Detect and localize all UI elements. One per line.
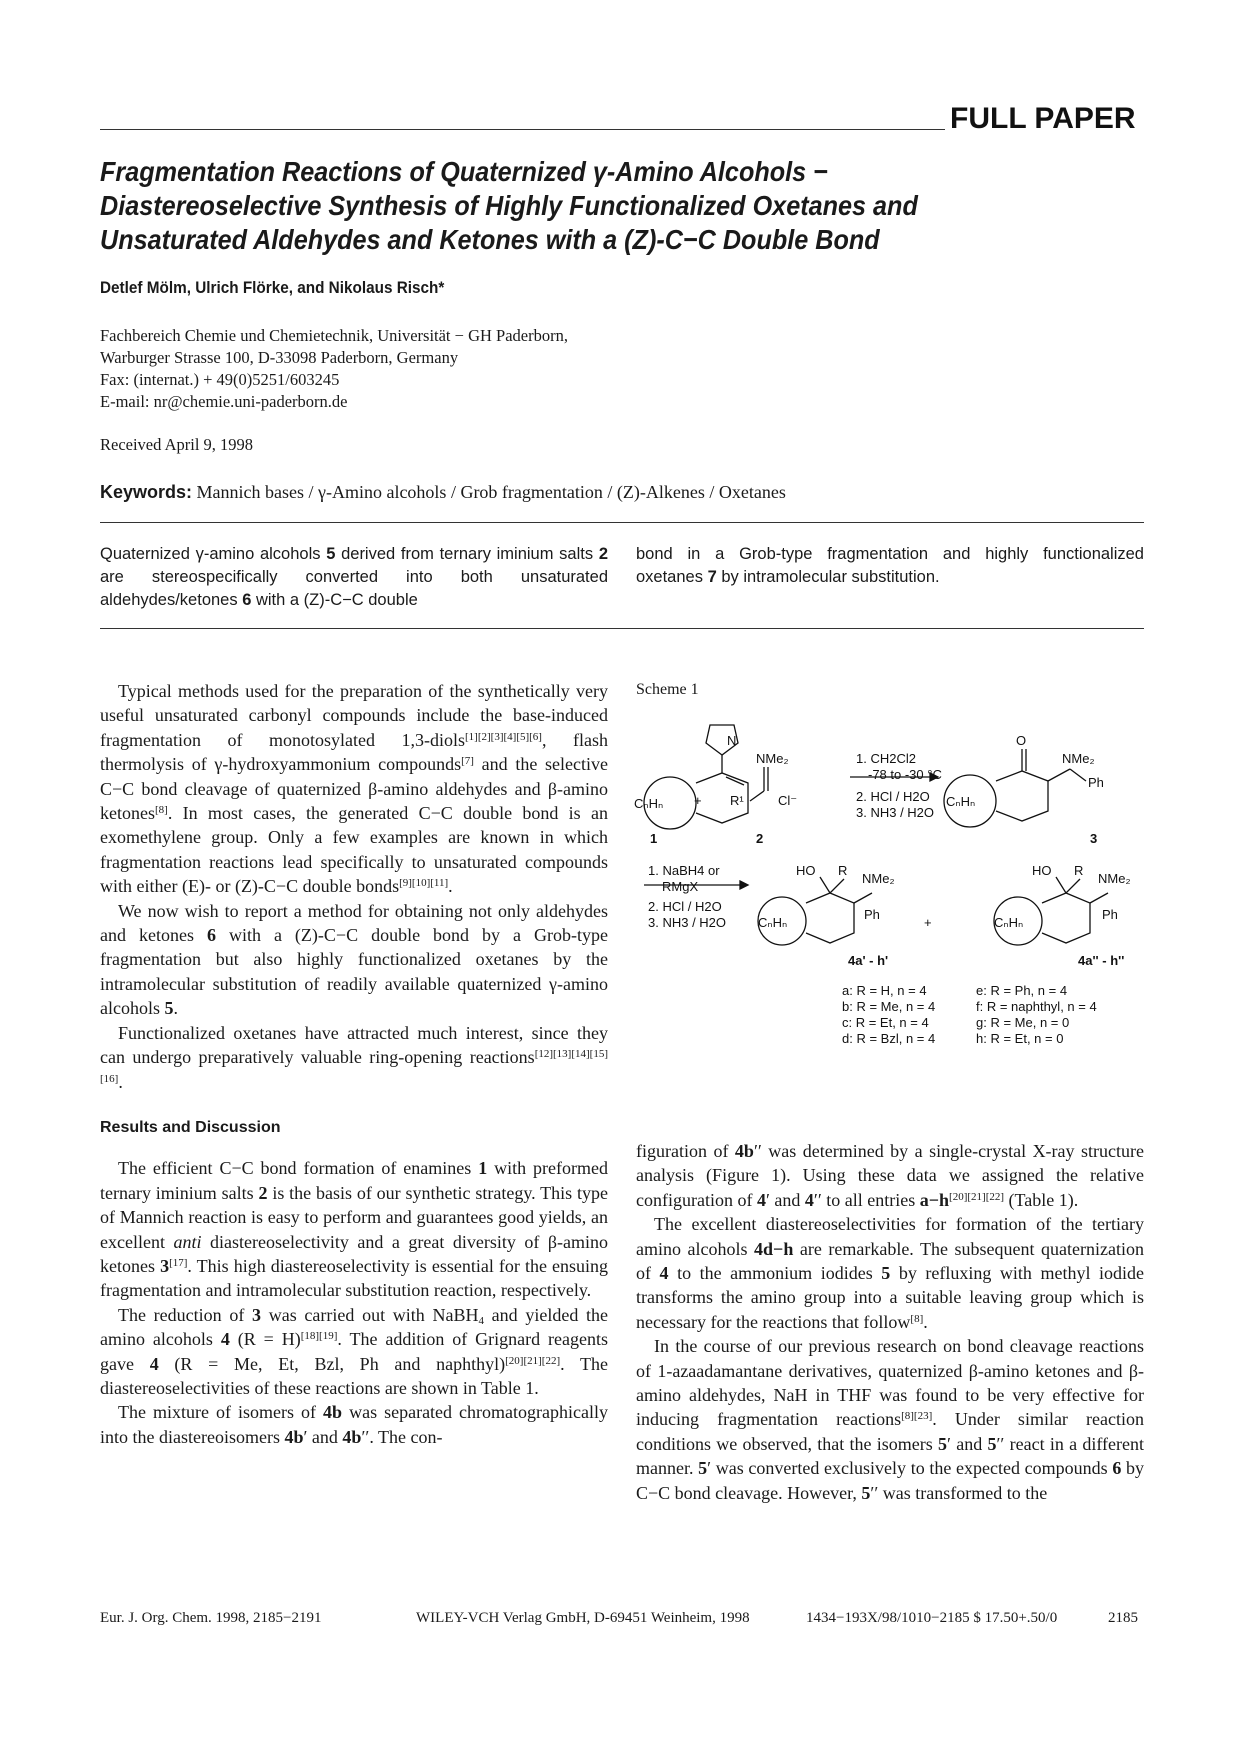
title-line-1: Fragmentation Reactions of Quaternized γ-Amino Alcohols − bbox=[100, 156, 828, 187]
ring-label: CₙHₙ bbox=[946, 794, 976, 809]
plus-sign: + bbox=[694, 793, 702, 808]
condition-text: 2. HCl / H2O bbox=[856, 789, 930, 804]
keywords-label: Keywords: bbox=[100, 482, 193, 502]
paragraph: Typical methods used for the preparation of the synthetically very useful unsaturated carbonyl compounds include the base-induced fragmentation of monotosylated 1,3-diols[1][2][3][4][5][6], flash thermolysis of γ-hydroxyammonium compounds[7] and the selective C−C bond cleavage of quaternized β-amino aldehydes and β-amino ketones[8]. In most cases, the generated C−C double bond is an exomethylene group. Only a few examples are known in which fragmentation reactions lead specifically to unsaturated compounds with either (E)- or (Z)-C−C double bonds[9][10][11]. bbox=[100, 681, 608, 897]
paragraph: The excellent diastereoselectivities for formation of the tertiary amino alcohols 4d−h are remarkable. The subsequent quaternization of 4 to the ammonium iodides 5 by refluxing with methyl iodide transforms the amino group into a suitable leaving group which is necessary for the reactions that follow[8]. bbox=[636, 1214, 1144, 1332]
article-code: 1434−193X/98/1010−2185 $ 17.50+.50/0 bbox=[806, 1610, 1058, 1626]
amine-label: NMe₂ bbox=[1098, 871, 1131, 886]
ring-label: CₙHₙ bbox=[758, 915, 788, 930]
phenyl-label: Ph bbox=[1102, 907, 1118, 922]
hydroxyl-label: HO bbox=[796, 863, 816, 878]
paper-title bbox=[100, 155, 1036, 257]
journal-citation: Eur. J. Org. Chem. 1998, 2185−2191 bbox=[100, 1610, 322, 1626]
compound-label: 1 bbox=[650, 831, 658, 846]
keywords bbox=[100, 482, 786, 503]
r-label: R bbox=[1074, 863, 1084, 878]
paragraph: We now wish to report a method for obtaining not only aldehydes and ketones 6 with a (Z)-C−C double bond by a Grob-type fragmentation but also highly functionalized oxetanes by the intramolecular substitution of readily available quaternized γ-amino alcohols 5. bbox=[100, 900, 608, 1019]
email-line: E-mail: nr@chemie.uni-paderborn.de bbox=[100, 392, 348, 411]
author-list: Detlef Mölm, Ulrich Flörke, and Nikolaus Risch* bbox=[100, 278, 445, 297]
condition-text: 2. HCl / H2O bbox=[648, 899, 722, 914]
affiliation-line: Fachbereich Chemie und Chemietechnik, Universität − GH Paderborn, bbox=[100, 326, 568, 345]
variant-entry: g: R = Me, n = 0 bbox=[976, 1015, 1070, 1030]
paragraph: Functionalized oxetanes have attracted much interest, since they can undergo preparatively valuable ring-opening reactions[12][13][14][15][16]. bbox=[100, 1022, 608, 1092]
section-label: FULL PAPER bbox=[950, 102, 1136, 135]
nitrogen-label: N bbox=[727, 733, 737, 748]
ring-label: CₙHₙ bbox=[994, 915, 1024, 930]
compound-label: 2 bbox=[756, 831, 764, 846]
scheme-label: Scheme 1 bbox=[636, 681, 699, 698]
hydroxyl-label: HO bbox=[1032, 863, 1052, 878]
condition-text: 3. NH3 / H2O bbox=[648, 915, 727, 930]
publisher-line: WILEY-VCH Verlag GmbH, D-69451 Weinheim, 1998 bbox=[416, 1610, 750, 1626]
variant-entry: b: R = Me, n = 4 bbox=[842, 999, 936, 1014]
variant-entry: a: R = H, n = 4 bbox=[842, 983, 927, 998]
iminium-label: NMe₂ bbox=[756, 751, 789, 766]
affiliation-line: Warburger Strasse 100, D-33098 Paderborn, Germany bbox=[100, 348, 459, 367]
header-rule bbox=[100, 129, 945, 130]
condition-text: -78 to -30 °C bbox=[868, 767, 942, 782]
plus-sign: + bbox=[924, 915, 932, 930]
paragraph: The efficient C−C bond formation of enamines 1 with preformed ternary iminium salts 2 is the basis of our synthetic strategy. This type of Mannich reaction is easy to perform and guarantees good yields, an excellent anti diastereoselectivity and a great diversity of β-amino ketones 3[17]. This high diastereoselectivity is essential for the ensuing fragmentation and intramolecular substitution reaction, respectively. bbox=[100, 1158, 609, 1301]
amine-label: NMe₂ bbox=[862, 871, 895, 886]
body-right-column bbox=[636, 1139, 1144, 1505]
condition-text: 3. NH3 / H2O bbox=[856, 805, 935, 820]
r-label: R¹ bbox=[730, 793, 744, 808]
paragraph: In the course of our previous research on bond cleavage reactions of 1-azaadamantane derivatives, quaternized β-amino ketones and β-amino aldehydes, NaH in THF was found to be very effective for inducing fragmentation reactions[8][23]. Under similar reaction conditions we observed, that the isomers 5′ and 5′′ react in a different manner. 5′ was converted exclusively to the expected compounds 6 by C−C bond cleavage. However, 5′′ was transformed to the bbox=[636, 1336, 1144, 1503]
compound-label: 4a' - h' bbox=[848, 953, 889, 968]
condition-text: 1. NaBH4 or bbox=[648, 863, 720, 878]
phenyl-label: Ph bbox=[1088, 775, 1104, 790]
chloride-label: Cl⁻ bbox=[778, 793, 798, 808]
body-left-column bbox=[100, 679, 608, 1449]
condition-text: RMgX bbox=[662, 879, 699, 894]
variant-entry: h: R = Et, n = 0 bbox=[976, 1031, 1064, 1046]
title-line-3: Unsaturated Aldehydes and Ketones with a (Z)-C−C Double Bond bbox=[100, 224, 880, 255]
condition-text: 1. CH2Cl2 bbox=[856, 751, 916, 766]
received-date: Received April 9, 1998 bbox=[100, 435, 254, 454]
reaction-scheme bbox=[630, 705, 1150, 1100]
paragraph: The reduction of 3 was carried out with NaBH$_4$ and yielded the amino alcohols 4 (R = H)[18][19]. The addition of Grignard reagents gave 4 (R = Me, Et, Bzl, Ph and naphthyl)[20][21][22]. The diastereoselectivities of these reactions are shown in Table 1. bbox=[100, 1304, 609, 1398]
oxygen-label: O bbox=[1016, 733, 1027, 748]
compound-label: 4a'' - h'' bbox=[1078, 953, 1125, 968]
variant-entry: f: R = naphthyl, n = 4 bbox=[976, 999, 1097, 1014]
variant-entry: c: R = Et, n = 4 bbox=[842, 1015, 929, 1030]
amine-label: NMe₂ bbox=[1062, 751, 1095, 766]
keywords-list: Mannich bases / γ-Amino alcohols / Grob fragmentation / (Z)-Alkenes / Oxetanes bbox=[196, 482, 786, 502]
abstract-right-column: bond in a Grob-type fragmentation and highly functionalized oxetanes 7 by intramolecular substitution. bbox=[636, 545, 1144, 586]
page-number: 2185 bbox=[1108, 1610, 1138, 1626]
phenyl-label: Ph bbox=[864, 907, 880, 922]
paragraph: figuration of 4b′′ was determined by a single-crystal X-ray structure analysis (Figure 1). Using these data we assigned the relative configuration of 4′ and 4′′ to all entries a−h[20][21][22] (Table 1). bbox=[636, 1141, 1144, 1210]
affiliation bbox=[100, 325, 568, 413]
variant-entry: d: R = Bzl, n = 4 bbox=[842, 1031, 936, 1046]
abstract-bottom-rule bbox=[100, 628, 1144, 629]
paragraph: The mixture of isomers of 4b was separated chromatographically into the diastereoisomers 4b′ and 4b′′. The con- bbox=[100, 1402, 608, 1447]
abstract-left-column: Quaternized γ-amino alcohols 5 derived from ternary iminium salts 2 are stereospecifically converted into both unsaturated aldehydes/ketones 6 with a (Z)-C−C double bbox=[100, 545, 608, 609]
section-heading: Results and Discussion bbox=[100, 1118, 281, 1136]
title-line-2: Diastereoselective Synthesis of Highly Functionalized Oxetanes and bbox=[100, 190, 918, 221]
variant-entry: e: R = Ph, n = 4 bbox=[976, 983, 1068, 998]
ring-label: CₙHₙ bbox=[634, 796, 664, 811]
fax-line: Fax: (internat.) + 49(0)5251/603245 bbox=[100, 370, 340, 389]
compound-label: 3 bbox=[1090, 831, 1098, 846]
abstract-top-rule bbox=[100, 522, 1144, 523]
r-label: R bbox=[838, 863, 848, 878]
